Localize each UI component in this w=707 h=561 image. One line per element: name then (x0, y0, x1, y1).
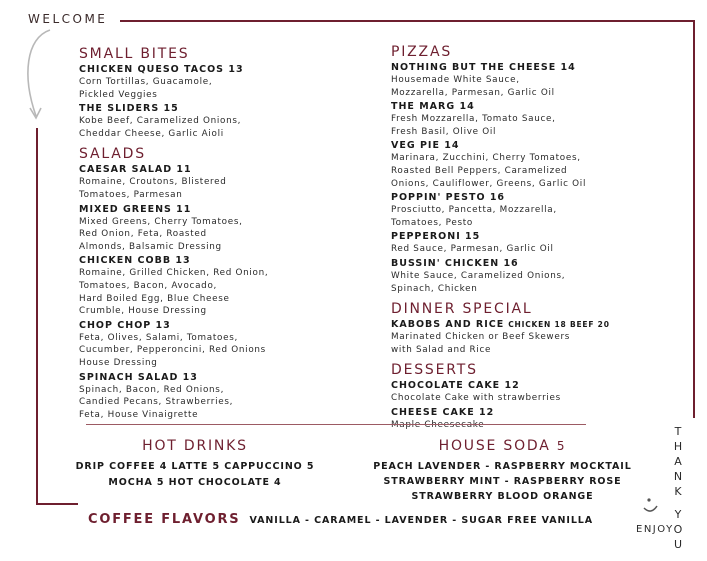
menu-item-name (79, 103, 369, 115)
frame-right-rule (693, 20, 695, 418)
thank-you-letter: U (673, 538, 683, 551)
menu-item-description: Spinach, Chicken (391, 283, 478, 294)
menu-item-title: CHEESE CAKE 12 (391, 406, 495, 418)
menu-item-description: Corn Tortillas, Guacamole, (79, 77, 213, 87)
section-title: SALADS (79, 146, 146, 163)
menu-item-description: Cheddar Cheese, Garlic Aioli (79, 128, 224, 139)
menu-item-name (79, 204, 369, 216)
menu-item-description: Romaine, Croutons, Blistered (79, 177, 227, 188)
menu-item-description: White Sauce, Caramelized Onions, (391, 270, 566, 281)
menu-item-description: Fresh Mozzarella, Tomato Sauce, (391, 114, 556, 125)
menu-item-title: PEPPERONI 15 (391, 231, 481, 243)
menu-item-name (79, 255, 369, 267)
menu-item-description: Hard Boiled Egg, Blue Cheese (79, 293, 230, 304)
thank-you-letter: T (674, 425, 682, 438)
menu-item-name (391, 258, 671, 270)
coffee-flavors-list: VANILLA - CARAMEL - LAVENDER - SUGAR FREE VANILLA (249, 515, 593, 526)
menu-item-title: POPPIN' PESTO 16 (391, 192, 506, 204)
curved-arrow-icon (20, 26, 60, 126)
menu-item-name (391, 407, 671, 419)
frame-top-rule (120, 20, 694, 22)
thank-you-letter (670, 499, 686, 507)
menu-item-description: Marinated Chicken or Beef Skewers (391, 332, 571, 343)
menu-item-description: Tomatoes, Bacon, Avocado, (79, 280, 218, 291)
menu-item-title: SPINACH SALAD 13 (79, 371, 198, 383)
menu-item-description: Crumble, House Dressing (79, 306, 207, 317)
menu-item-title: BUSSIN' CHICKEN 16 (391, 257, 519, 269)
menu-item-description: Marinara, Zucchini, Cherry Tomatoes, (391, 153, 581, 164)
hot-drinks-title: HOT DRINKS (142, 438, 248, 454)
menu-item-title: CHOCOLATE CAKE 12 (391, 380, 520, 392)
menu-item-name (79, 372, 369, 384)
menu-item-title: MIXED GREENS 11 (79, 203, 192, 215)
menu-item-title: THE SLIDERS 15 (79, 103, 179, 115)
menu-item-description: House Dressing (79, 357, 158, 368)
menu-item-description: Mozzarella, Parmesan, Garlic Oil (391, 87, 555, 98)
menu-item-title: CAESAR SALAD 11 (79, 164, 192, 176)
menu-item-title: THE MARG 14 (391, 101, 475, 113)
menu-item-description: Kobe Beef, Caramelized Onions, (79, 116, 242, 127)
menu-item-title: CHICKEN COBB 13 (79, 255, 191, 267)
menu-item-description: Housemade White Sauce, (391, 75, 520, 85)
menu-item-description: Almonds, Balsamic Dressing (79, 241, 222, 252)
thank-you-letter: N (673, 470, 683, 483)
hot-drinks-section (50, 438, 340, 491)
section-title: DESSERTS (391, 362, 478, 379)
menu-item-title: CHICKEN QUESO TACOS 13 (79, 64, 244, 75)
thank-you-letter: Y (674, 508, 682, 521)
house-soda-line: STRAWBERRY BLOOD ORANGE (411, 491, 594, 502)
menu-item-name (391, 62, 671, 74)
thank-you-letter: A (674, 455, 682, 468)
menu-item-description: Onions, Cauliflower, Greens, Garlic Oil (391, 178, 587, 189)
house-soda-line: STRAWBERRY MINT - RASPBERRY ROSE (383, 476, 622, 487)
menu-item-title: NOTHING BUT THE CHEESE 14 (391, 62, 576, 73)
section-title: DINNER SPECIAL (391, 301, 533, 318)
menu-item-description (391, 419, 671, 432)
house-soda-line: PEACH LAVENDER - RASPBERRY MOCKTAIL (373, 461, 632, 472)
bottom-section-divider (86, 424, 586, 425)
menu-item-description: Candied Pecans, Strawberries, (79, 397, 234, 408)
menu-item-description: Tomatoes, Parmesan (79, 189, 183, 200)
house-soda-price: 5 (556, 439, 567, 453)
menu-item-description: Spinach, Bacon, Red Onions, (79, 384, 225, 395)
right-menu-column (391, 44, 671, 432)
menu-item-title: CHOP CHOP 13 (79, 319, 171, 331)
left-menu-column (79, 46, 369, 421)
hot-drinks-line: DRIP COFFEE 4 LATTE 5 CAPPUCCINO 5 (75, 461, 315, 472)
menu-item-description: Prosciutto, Pancetta, Mozzarella, (391, 205, 557, 216)
menu-item-description: Feta, House Vinaigrette (79, 409, 199, 420)
smiley-icon (640, 494, 662, 518)
menu-item-name (391, 319, 671, 331)
menu-item-name (391, 380, 671, 392)
menu-item-name (391, 140, 671, 152)
menu-item-name (79, 64, 369, 76)
menu-item-description: Romaine, Grilled Chicken, Red Onion, (79, 268, 269, 279)
menu-item-description: Cucumber, Pepperoncini, Red Onions (79, 345, 266, 356)
menu-item-description: Red Onion, Feta, Roasted (79, 229, 207, 240)
menu-item-title: KABOBS AND RICE (391, 319, 505, 331)
menu-item-name (79, 320, 369, 332)
menu-item-description: Tomatoes, Pesto (391, 217, 473, 228)
menu-item-name (391, 101, 671, 113)
enjoy-label: ENJOY (636, 524, 674, 535)
menu-item-title: VEG PIE 14 (391, 140, 460, 152)
hot-drinks-line: MOCHA 5 HOT CHOCOLATE 4 (108, 477, 282, 488)
menu-item-description: Chocolate Cake with strawberries (391, 393, 561, 404)
menu-item-description: Mixed Greens, Cherry Tomatoes, (79, 216, 243, 227)
welcome-label: WELCOME (28, 12, 108, 26)
frame-left-rule (36, 128, 38, 503)
section-title: SMALL BITES (79, 46, 190, 62)
menu-item-description: Feta, Olives, Salami, Tomatoes, (79, 332, 238, 343)
house-soda-section (350, 438, 655, 504)
menu-item-description: Fresh Basil, Olive Oil (391, 126, 497, 137)
thank-you-letter: H (673, 440, 683, 453)
menu-item-price-note: CHICKEN 18 BEEF 20 (508, 320, 610, 330)
menu-item-description: Pickled Veggies (79, 89, 158, 100)
house-soda-title (350, 438, 655, 454)
menu-item-description: with Salad and Rice (391, 344, 492, 355)
menu-item-name (391, 231, 671, 243)
frame-bottom-rule (36, 503, 78, 505)
coffee-flavors-section (88, 508, 628, 527)
section-title: PIZZAS (391, 44, 453, 60)
coffee-flavors-title: COFFEE FLAVORS (88, 512, 241, 527)
thank-you-letter: K (674, 485, 682, 498)
thank-you-letter: O (673, 523, 683, 536)
menu-item-description: Red Sauce, Parmesan, Garlic Oil (391, 244, 554, 255)
menu-item-name (79, 164, 369, 176)
house-soda-title-text: HOUSE SODA (438, 438, 551, 454)
menu-item-description: Roasted Bell Peppers, Caramelized (391, 165, 568, 176)
menu-item-name (391, 192, 671, 204)
